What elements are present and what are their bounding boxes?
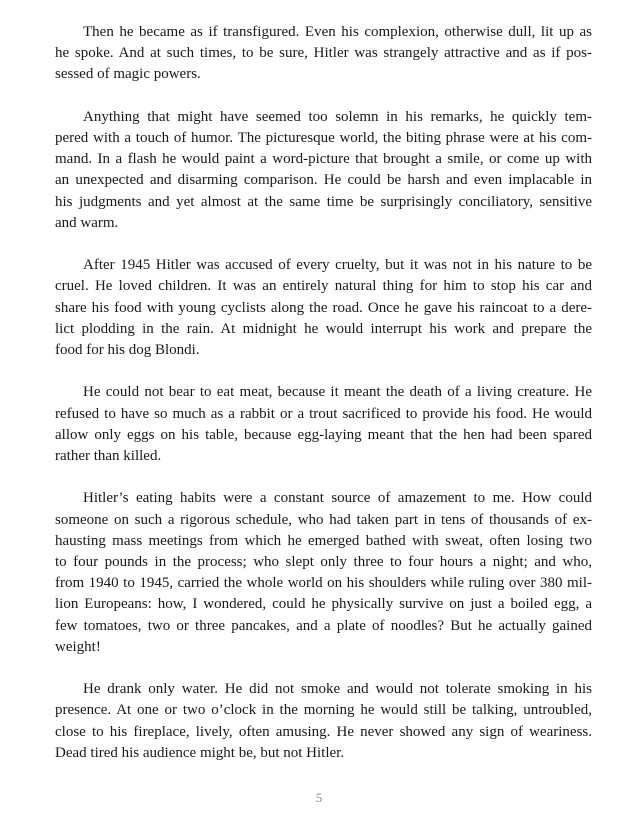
text-line: someone on such a rigorous schedule, who had taken part in tens of thousands of ex- (55, 511, 592, 528)
text-line: He drank only water. He did not smoke and would not tolerate smoking in his (83, 681, 592, 698)
paragraph-6 (55, 679, 592, 764)
text-line: refused to have so much as a rabbit or a trout sacrificed to provide his food. He would (55, 405, 592, 422)
text-line: cruel. He loved children. It was an entirely natural thing for him to stop his car and (55, 278, 592, 295)
text-line: Dead tired his audience might be, but not Hitler. (55, 744, 345, 761)
text-line: from 1940 to 1945, carried the whole world on his shoulders while ruling over 380 mil- (55, 575, 592, 592)
text-line: he spoke. And at such times, to be sure, Hitler was strangely attractive and as if pos- (55, 45, 592, 62)
text-line: mand. In a flash he would paint a word-picture that brought a smile, or come up with (55, 151, 592, 168)
text-line: Hitler’s eating habits were a constant source of amazement to me. How could (83, 490, 592, 507)
text-line: close to his fireplace, lively, often amusing. He never showed any sign of weariness. (55, 723, 592, 740)
text-line: rather than killed. (55, 448, 162, 465)
text-line: and warm. (55, 214, 119, 231)
body-text (55, 22, 592, 785)
paragraph-5 (55, 488, 592, 658)
page-number: 5 (315, 790, 323, 805)
paragraph-2 (55, 107, 592, 234)
text-line: to four pounds in the process; who slept only three to four hours a night; and who, (55, 554, 592, 571)
text-line: hausting mass meetings from which he emerged bathed with sweat, often losing two (55, 532, 592, 549)
text-line: Then he became as if transfigured. Even his complexion, otherwise dull, lit up as (83, 24, 592, 40)
text-line: presence. At one or two o’clock in the morning he would still be talking, untroubled, (55, 702, 592, 719)
paragraph-1 (55, 22, 592, 86)
text-line: After 1945 Hitler was accused of every cruelty, but it was not in his nature to be (83, 257, 592, 274)
text-line: share his food with young cyclists along the road. Once he gave his raincoat to a dere- (55, 299, 592, 316)
text-line: lion Europeans: how, I wondered, could he physically survive on just a boiled egg, a (55, 596, 592, 613)
paragraph-4 (55, 382, 592, 467)
text-line: his judgments and yet almost at the same time be surprisingly conciliatory, sensitive (55, 193, 592, 210)
text-line: Anything that might have seemed too solemn in his remarks, he quickly tem- (83, 108, 592, 125)
text-line: food for his dog Blondi. (55, 342, 200, 359)
text-line: allow only eggs on his table, because egg-laying meant that the hen had been spared (55, 426, 592, 443)
text-line: pered with a touch of humor. The picturesque world, the biting phrase were at his com- (55, 130, 592, 146)
text-line: few tomatoes, two or three pancakes, and a plate of noodles? But he actually gained (55, 617, 592, 634)
text-line: sessed of magic powers. (55, 66, 201, 83)
text-line: an unexpected and disarming comparison. He could be harsh and even implacable in (55, 172, 592, 189)
text-line: He could not bear to eat meat, because it meant the death of a living creature. He (83, 384, 592, 401)
text-line: lict plodding in the rain. At midnight he would interrupt his work and prepare the (55, 320, 592, 337)
text-line: weight! (55, 638, 101, 655)
paragraph-3 (55, 255, 592, 361)
